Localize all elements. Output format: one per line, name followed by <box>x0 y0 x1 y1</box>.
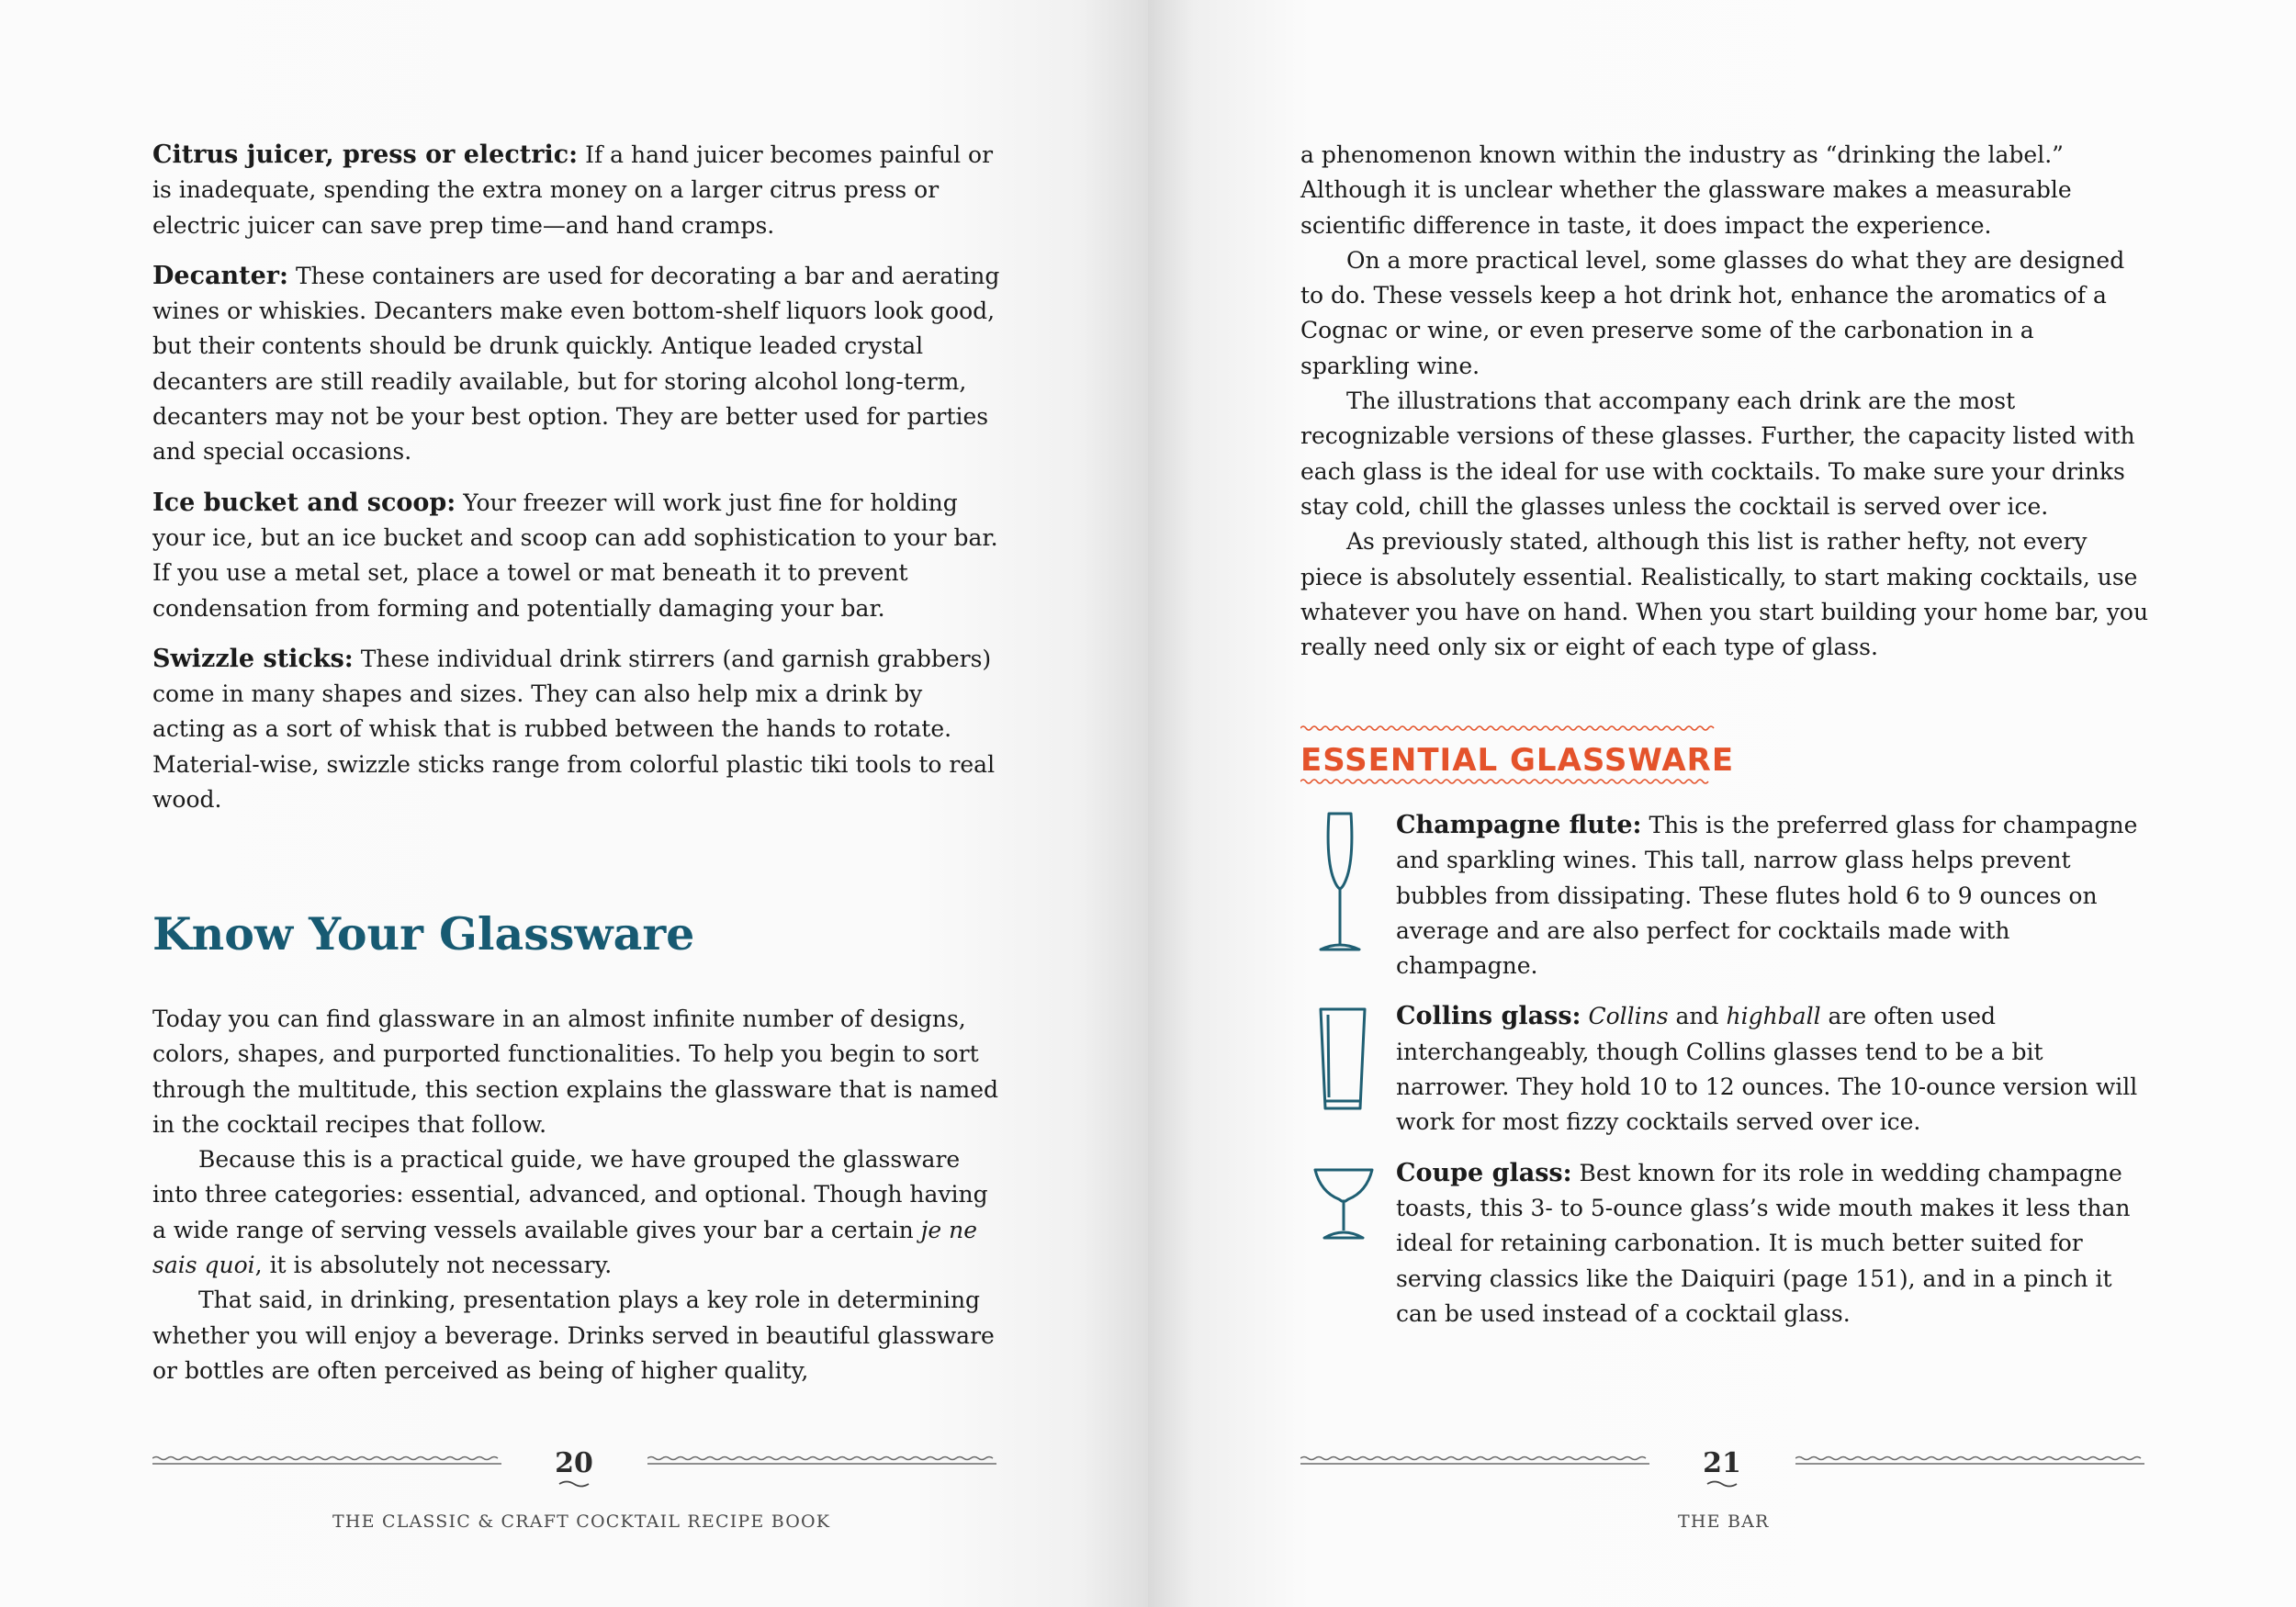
body-paragraph: On a more practical level, some glasses do what they are designed to do. These vessels keep a hot drink hot, enhance the aromatics of a Cognac or wine, or even preserve some of the carbonation in a sparkling wine. <box>1300 246 2125 379</box>
folio-rule-right <box>647 1455 996 1469</box>
left-text-column <box>152 138 1002 833</box>
folio-tilde <box>1705 1480 1739 1488</box>
coupe-glass-icon <box>1311 1164 1376 1242</box>
folio-tilde <box>557 1480 591 1488</box>
folio-rule-left <box>152 1455 501 1469</box>
collins-glass-icon <box>1317 1006 1368 1114</box>
body-paragraph: Today you can find glassware in an almost infinite number of designs, colors, shapes, and purported functionalities. To help you begin to sort through the multitude, this section explains the glassware that is named in the cocktail recipes that follow. <box>152 1006 999 1138</box>
running-head: THE BAR <box>1678 1511 1770 1532</box>
entry-text: These individual drink stirrers (and garnish grabbers) come in many shapes and sizes. They can also help mix a drink by acting as a sort of whisk that is rubbed between the hands to rotate. Material-wise, swizzle sticks range from colorful plastic tiki tools to real wood. <box>152 645 996 814</box>
term-label: Ice bucket and scoop: <box>152 488 456 517</box>
body-paragraph: a phenomenon known within the industry as “drinking the label.” Although it is unclear whether the glassware makes a measurable scientific difference in taste, it does impact the experience. <box>1300 141 2072 239</box>
entry-text: and <box>1668 1003 1727 1030</box>
entry-text: These containers are used for decorating a bar and aerating wines or whiskies. Decanters make even bottom-shelf liquors look good, but their contents should be drunk quickly. Antique leaded crystal decanters are still readily available, but for storing alcohol long-term, decanters may not be your best option. They are better used for parties and special occasions. <box>152 262 1000 466</box>
right-text-column <box>1300 138 2150 665</box>
term-label: Champagne flute: <box>1396 811 1642 839</box>
champagne-flute-icon <box>1317 810 1363 957</box>
entry-text: Best known for its role in wedding champagne toasts, this 3- to 5-ounce glass’s wide mouth makes it less than ideal for retaining carbonation. It is much better suited for serving classics like the Daiquiri (page 151), and in a pinch it can be used instead of a cocktail glass. <box>1396 1159 2131 1327</box>
entry-text: are often used interchangeably, though Collins glasses tend to be a bit narrower. They hold 10 to 12 ounces. The 10-ounce version will work for most fizzy cocktails served over ice. <box>1396 1003 2138 1136</box>
right-page <box>1148 0 2296 1607</box>
term-label: Collins glass: <box>1396 1002 1581 1031</box>
term-label: Citrus juicer, press or electric: <box>152 140 579 169</box>
italic-term: highball <box>1726 1003 1821 1030</box>
entry-citrus-juicer <box>152 138 1002 243</box>
entry-text: This is the preferred glass for champagne and sparkling wines. This tall, narrow glass helps prevent bubbles from dissipating. These flutes hold 6 to 9 ounces on average and are also perfect for cocktails made with champagne. <box>1396 812 2138 980</box>
running-head: THE CLASSIC & CRAFT COCKTAIL RECIPE BOOK <box>332 1511 831 1532</box>
entry-collins-glass <box>1396 999 2154 1140</box>
italic-term: Collins <box>1588 1003 1669 1030</box>
paragraph-text: Because this is a practical guide, we have grouped the glassware into three categories: essential, advanced, and optional. Though having a wide range of serving vessels available gives your bar a certain <box>152 1146 988 1243</box>
entry-decanter <box>152 259 1002 470</box>
entry-coupe-glass <box>1396 1156 2154 1332</box>
page-number: 21 <box>1703 1447 1741 1479</box>
glassware-intro <box>152 1002 1002 1388</box>
entry-text: Your freezer will work just fine for holding your ice, but an ice bucket and scoop can add sophistication to your bar. If you use a metal set, place a towel or mat beneath it to prevent condensation from forming and potentially damaging your bar. <box>152 489 998 622</box>
glass-entries <box>1396 808 2154 1347</box>
entry-swizzle-sticks <box>152 642 1002 817</box>
term-label: Swizzle sticks: <box>152 644 354 673</box>
folio-rule-right <box>1795 1455 2144 1469</box>
page-heading: Know Your Glassware <box>152 907 695 961</box>
term-label: Decanter: <box>152 261 288 290</box>
body-paragraph <box>152 1142 1002 1283</box>
section-title: ESSENTIAL GLASSWARE <box>1300 742 1735 779</box>
folio-rule-left <box>1300 1455 1649 1469</box>
page-number: 20 <box>555 1447 593 1479</box>
entry-champagne-flute <box>1396 808 2154 983</box>
body-paragraph: As previously stated, although this list is rather hefty, not every piece is absolutely essential. Realistically, to start making cocktails, use whatever you have on hand. When you start building your home bar, you really need only six or eight of each type of glass. <box>1300 528 2149 661</box>
term-label: Coupe glass: <box>1396 1158 1572 1187</box>
body-paragraph: The illustrations that accompany each drink are the most recognizable versions of these glasses. Further, the capacity listed with each glass is the ideal for use with cocktails. To make sure your drinks stay cold, chill the glasses unless the cocktail is served over ice. <box>1300 388 2135 520</box>
section-wave-top <box>1300 724 1723 733</box>
entry-ice-bucket <box>152 486 1002 626</box>
italic-phrase: je ne sais quoi <box>152 1216 978 1279</box>
body-paragraph: That said, in drinking, presentation plays a key role in determining whether you will enjoy a beverage. Drinks served in beautiful glassware or bottles are often perceived as being of higher quality, <box>152 1287 995 1384</box>
paragraph-text: , it is absolutely not necessary. <box>254 1252 613 1279</box>
entry-text: If a hand juicer becomes painful or is inadequate, spending the extra money on a larger citrus press or electric juicer can save prep time—and hand cramps. <box>152 141 994 239</box>
section-header <box>1300 725 1734 786</box>
